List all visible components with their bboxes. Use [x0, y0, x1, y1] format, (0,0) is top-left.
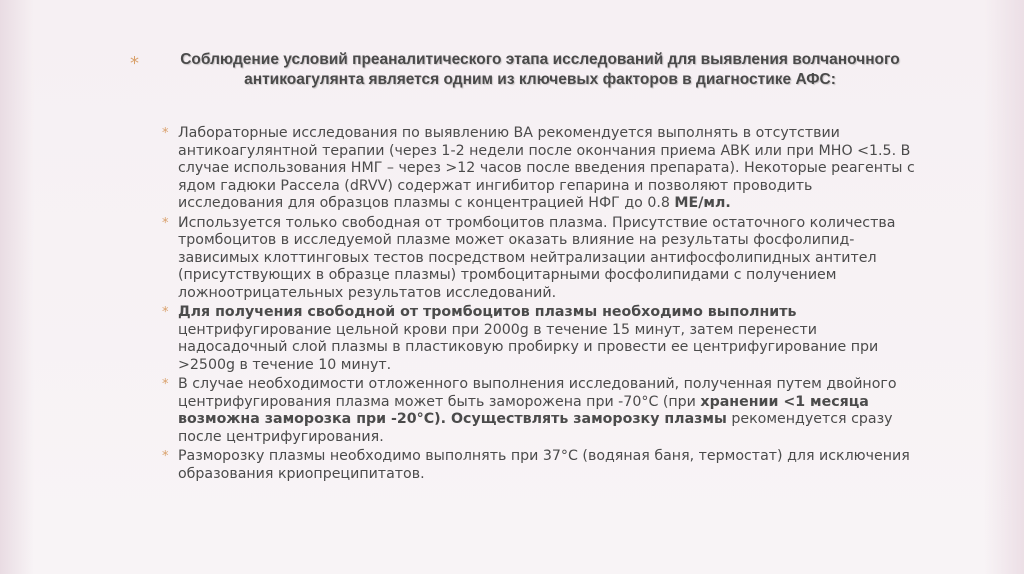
bullet-icon: * [162, 126, 169, 141]
list-item [162, 448, 922, 483]
slide-left-edge [0, 0, 34, 574]
bullet-icon: * [162, 215, 169, 231]
bullet-icon: * [162, 449, 169, 464]
bullet-icon: * [162, 305, 169, 320]
list-item [162, 125, 922, 213]
item-text: В случае необходимости отложенного выполнения исследований, полученная путем двойного центрифугирования плазма может быть заморожена при -70°С (при [178, 376, 897, 410]
slide-title [130, 50, 930, 90]
bullet-list [162, 125, 922, 485]
item-text: Используется только свободная от тромбоцитов плазма. Присутствие остаточного количества тромбоцитов в исследуемой плазме может оказать влияние на результаты фосфолипид-зависимых клоттинговых тестов посредством нейтрализации антифосфолипидных антител (присутствующих в образце плазмы) тромбоцитарными фосфолипидами с получением ложноотрицательных результатов исследований. [178, 214, 896, 301]
list-item [162, 304, 922, 374]
list-item [162, 215, 922, 303]
title-bullet-icon: * [130, 53, 139, 74]
item-text: центрифугирование цельной крови при 2000g в течение 15 минут, затем перенести надосадочный слой плазмы в пластиковую пробирку и провести ее центрифугирование при >2500g в течение 10 минут. [178, 321, 879, 373]
list-item [162, 376, 922, 446]
bullet-icon: * [162, 377, 169, 392]
item-bold-text: МЕ/мл. [674, 195, 731, 211]
item-bold-text: хранении <1 месяца возможна заморозка при -20°С). Осуществлять заморозку плазмы [178, 393, 869, 427]
item-text: Лабораторные исследования по выявлению ВА рекомендуется выполнять в отсутствии антикоагулянтной терапии (через 1-2 недели после окончания приема АВК или при МНО <1.5. В случае использования НМГ – через >12 часов после введения препарата). Некоторые реагенты с ядом гадюки Рассела (dRVV) содержат ингибитор гепарина и позволяют проводить исследования для образцов плазмы с концентрацией НФГ до 0.8 [178, 125, 915, 211]
slide-title-line-1: Соблюдение условий преаналитического этапа исследований для выявления волчаночного [180, 51, 900, 68]
item-bold-text: Для получения свободной от тромбоцитов плазмы необходимо выполнить [178, 304, 797, 320]
slide-right-edge [984, 0, 1024, 574]
item-text-end: рекомендуется сразу после центрифугирования. [178, 411, 893, 445]
slide-title-block [130, 50, 930, 90]
slide-title-line-2: антикоагулянта является одним из ключевых факторов в диагностике АФС: [244, 71, 836, 88]
item-text: Разморозку плазмы необходимо выполнять при 37°С (водяная баня, термостат) для исключения образования криопреципитатов. [178, 448, 910, 482]
